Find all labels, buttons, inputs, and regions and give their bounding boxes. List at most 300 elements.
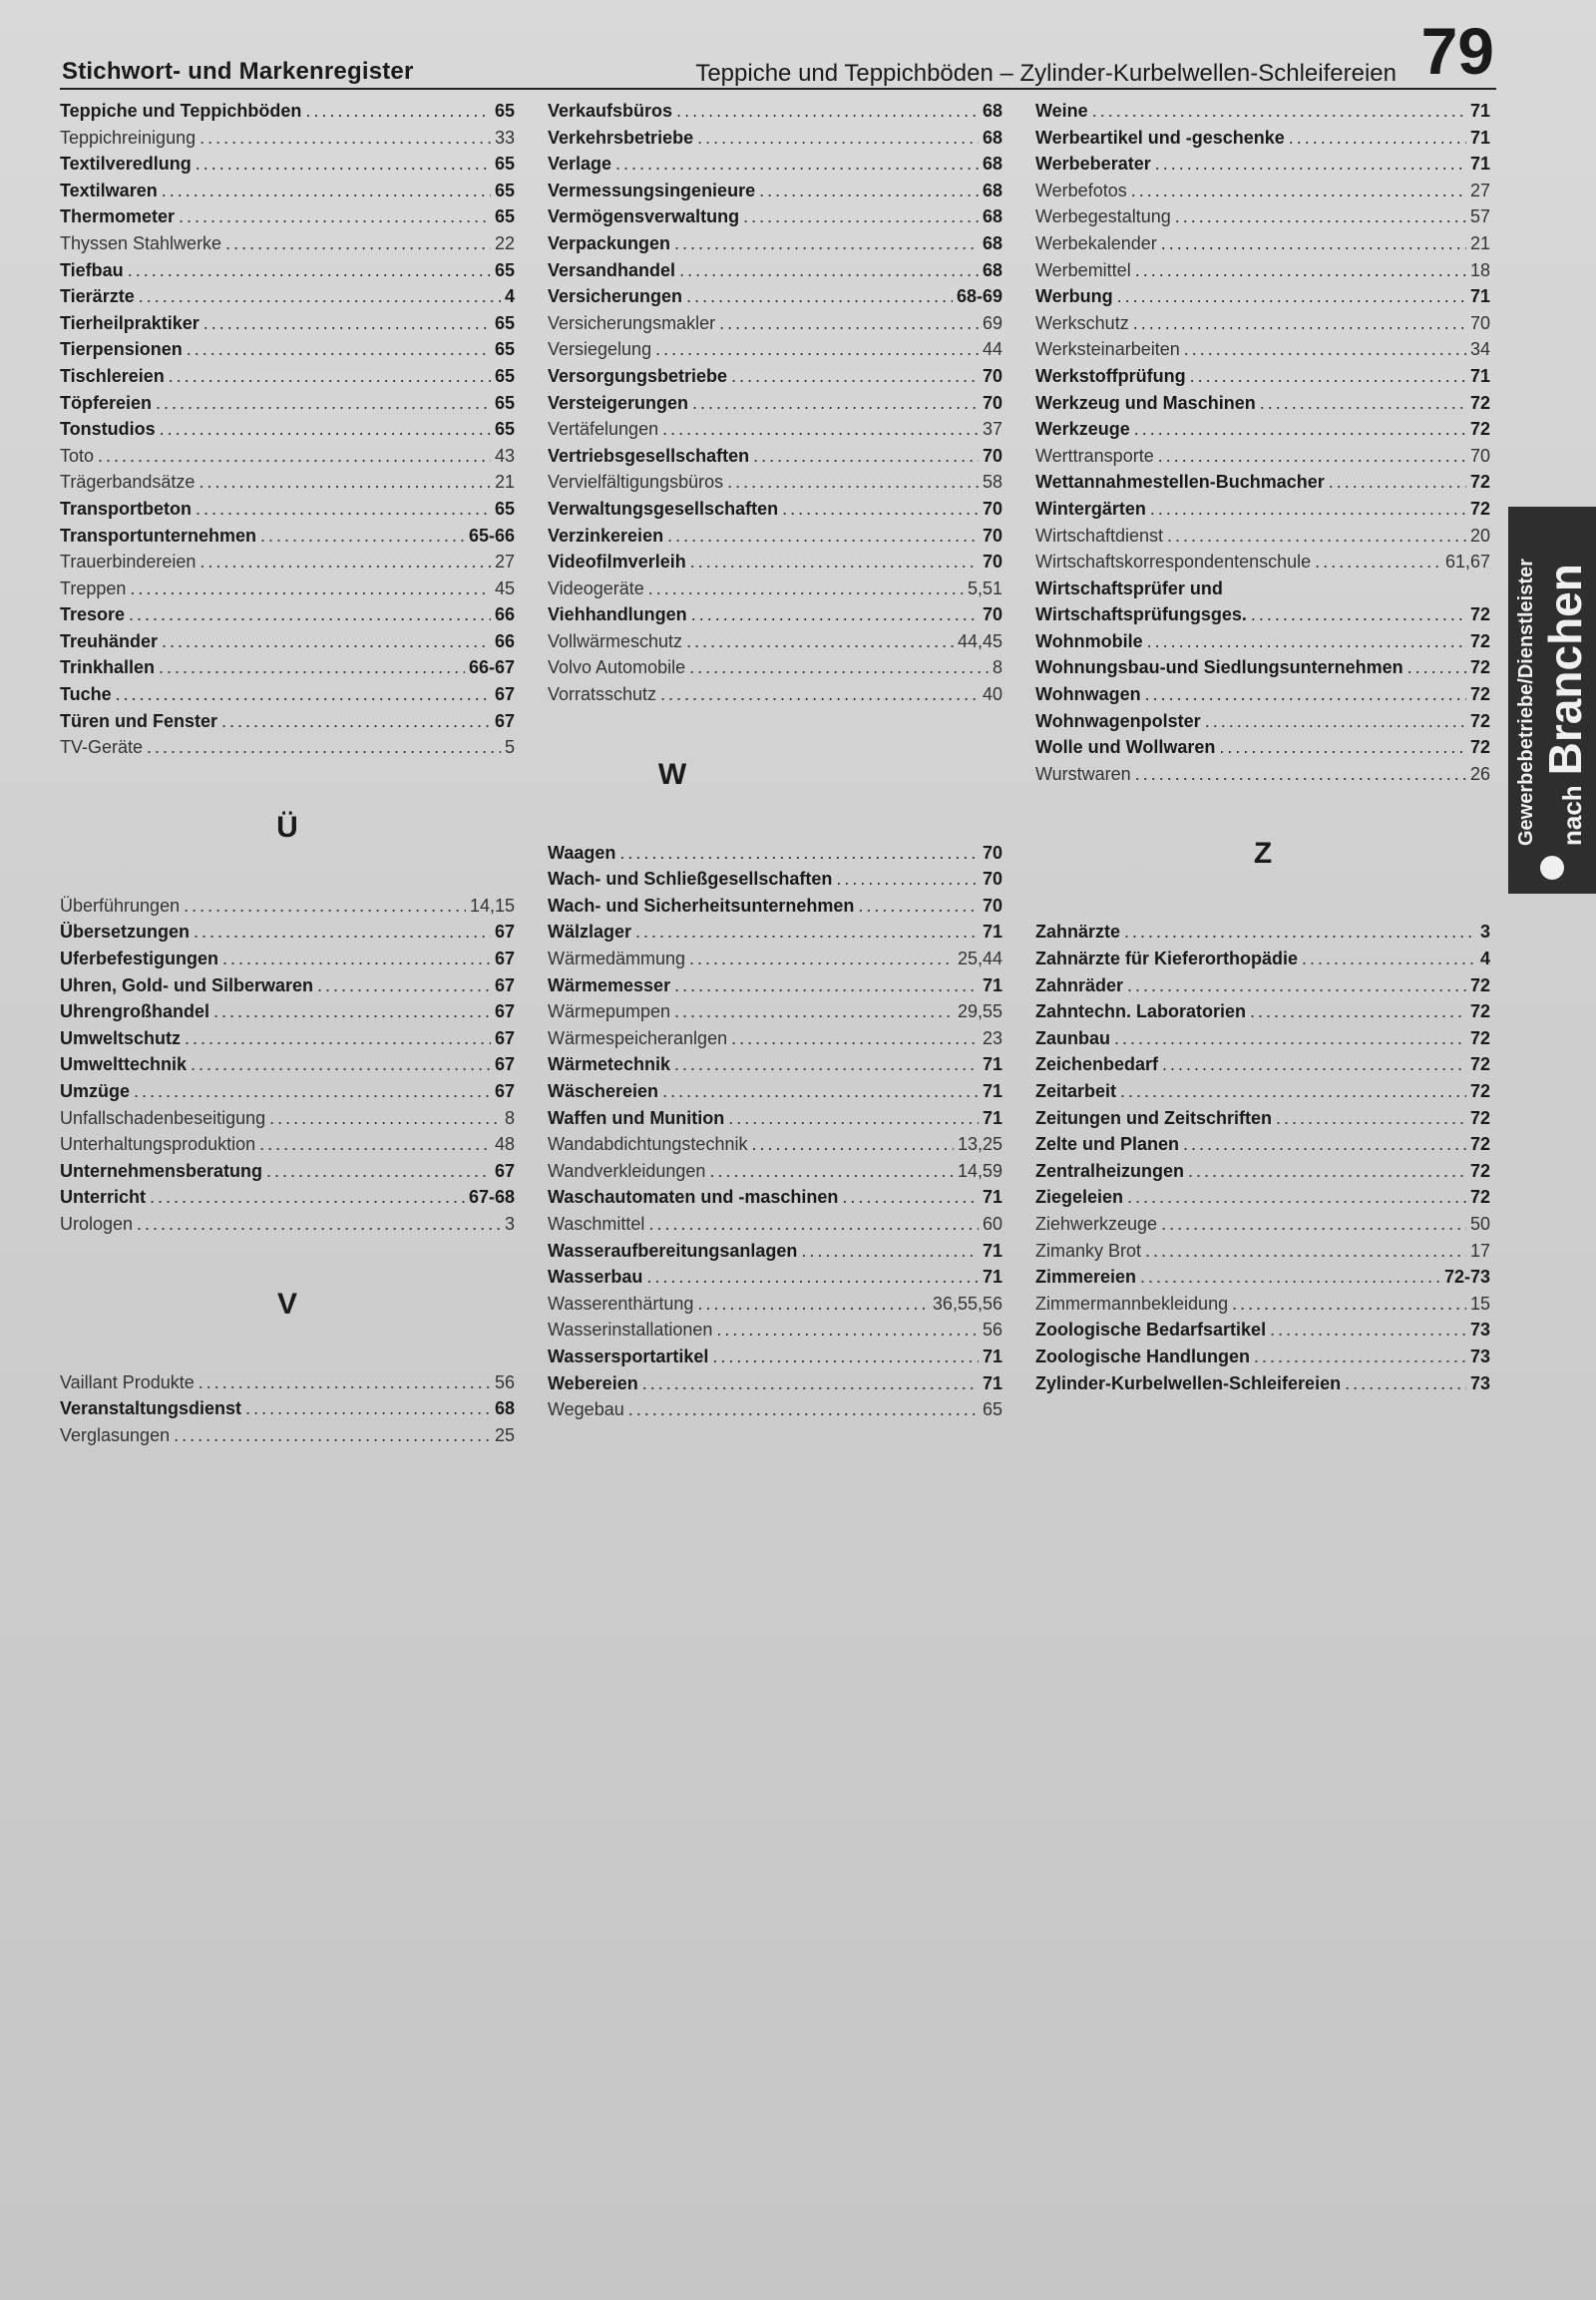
index-entry: [60, 363, 515, 390]
dot-leader: [222, 946, 491, 972]
dot-leader: [1289, 125, 1466, 152]
index-entry: [1035, 1343, 1490, 1370]
entry-page: 73: [1469, 1320, 1490, 1341]
entry-name: Töpfereien: [60, 392, 153, 413]
dot-leader: [628, 1396, 979, 1423]
entry-page: 70: [982, 365, 1002, 386]
dot-leader: [731, 1025, 979, 1052]
dot-leader: [130, 575, 491, 602]
dot-leader: [759, 178, 979, 204]
entry-page: 56: [982, 1320, 1002, 1341]
index-entry: [548, 230, 1002, 257]
dot-leader: [1329, 469, 1466, 496]
dot-leader: [1158, 443, 1466, 470]
index-entry: [60, 919, 515, 946]
entry-name: Wurstwaren: [1035, 763, 1131, 784]
entry-page: 68: [982, 232, 1002, 253]
entry-page: 72: [1469, 974, 1490, 995]
index-entry: [60, 998, 515, 1025]
index-entry: [60, 416, 515, 443]
index-entry: [60, 151, 515, 178]
index-entry: [548, 1158, 1002, 1185]
entry-name: Tierärzte: [60, 286, 135, 307]
index-entry: [1035, 549, 1490, 575]
entry-name: Werbeartikel und -geschenke: [1035, 127, 1285, 148]
dot-leader: [1167, 523, 1466, 550]
index-entry: [548, 1396, 1002, 1423]
entry-page: 60: [982, 1213, 1002, 1234]
register-title: Stichwort- und Markenregister: [62, 58, 414, 85]
index-entry: [548, 496, 1002, 523]
entry-page: 25: [494, 1424, 515, 1445]
index-entry: [1035, 151, 1490, 178]
entry-page: 72: [1469, 710, 1490, 731]
entry-page: 71: [982, 1187, 1002, 1208]
entry-page: 71: [982, 1240, 1002, 1261]
entry-page: 72: [1469, 1107, 1490, 1128]
dot-leader: [1251, 601, 1466, 628]
entry-name: Treppen: [60, 577, 127, 598]
entry-page: 18: [1469, 259, 1490, 280]
index-entry: [1035, 972, 1490, 999]
dot-leader: [1133, 310, 1466, 337]
dot-leader: [662, 1078, 979, 1105]
dot-leader: [1117, 283, 1466, 310]
dot-leader: [160, 416, 491, 443]
index-entry: [60, 203, 515, 230]
entry-page: 71: [1469, 127, 1490, 148]
entry-name: Zahnräder: [1035, 974, 1124, 995]
index-entry: [548, 1238, 1002, 1265]
dot-leader: [1254, 1343, 1466, 1370]
entry-page: 3: [504, 1213, 515, 1234]
entry-name: Wirtschaftskorrespondentenschule: [1035, 552, 1312, 573]
entry-page: 67: [494, 684, 515, 705]
entry-page: 29,55: [957, 1001, 1002, 1022]
dot-leader: [98, 443, 491, 470]
entry-page: 14,59: [957, 1160, 1002, 1181]
index-entry: [548, 972, 1002, 999]
entry-page: 65: [494, 180, 515, 200]
index-column-1: [60, 98, 515, 1448]
index-entry: [1035, 1158, 1490, 1185]
index-entry: [548, 549, 1002, 575]
entry-page: 72: [1469, 1187, 1490, 1208]
entry-page: 3: [1479, 922, 1490, 943]
entry-page: 70: [982, 392, 1002, 413]
entry-name: Wärmetechnik: [548, 1054, 671, 1075]
entry-page: 36,55,56: [932, 1293, 1002, 1314]
index-entry: [1035, 496, 1490, 523]
index-entry: [60, 1211, 515, 1238]
entry-name: Wandabdichtungstechnik: [548, 1134, 748, 1155]
entry-page: 67: [494, 710, 515, 731]
entry-page: 68: [982, 180, 1002, 200]
entry-page: 56: [494, 1371, 515, 1392]
index-entry: [1035, 230, 1490, 257]
dot-leader: [1145, 1238, 1466, 1265]
dot-leader: [842, 1184, 979, 1211]
entry-page: 34: [1469, 339, 1490, 360]
dot-leader: [674, 230, 979, 257]
entry-page: 71: [982, 974, 1002, 995]
dot-leader: [150, 1184, 465, 1211]
entry-page: 65: [494, 419, 515, 440]
index-entry: [548, 866, 1002, 893]
entry-name: Wach- und Sicherheitsunternehmen: [548, 895, 855, 916]
index-entry: [548, 654, 1002, 681]
dot-leader: [1190, 363, 1466, 390]
dot-leader: [199, 1369, 491, 1396]
dot-leader: [225, 230, 491, 257]
index-entry: [60, 893, 515, 920]
index-entry: [548, 893, 1002, 920]
entry-name: Wirtschaftsprüfer und: [1035, 577, 1223, 598]
entry-name: Werksteinarbeiten: [1035, 339, 1180, 360]
entry-page: 44,45: [957, 630, 1002, 651]
index-entry: [60, 681, 515, 708]
entry-page: 72: [1469, 498, 1490, 519]
entry-name: Teppichreinigung: [60, 127, 197, 148]
entry-name: Tuche: [60, 684, 112, 705]
entry-name: Urologen: [60, 1213, 134, 1234]
entry-name: Werbung: [1035, 286, 1113, 307]
dot-leader: [1150, 496, 1466, 523]
entry-name: Teppiche und Teppichböden: [60, 101, 302, 121]
dot-leader: [716, 1317, 979, 1343]
dot-leader: [1145, 681, 1466, 708]
index-entry: [548, 1078, 1002, 1105]
entry-page: 68: [982, 127, 1002, 148]
entry-name: Verzinkereien: [548, 525, 664, 546]
entry-name: Verkaufsbüros: [548, 101, 673, 121]
index-entry: [60, 972, 515, 999]
entry-page: 26: [1469, 763, 1490, 784]
index-entry: [548, 390, 1002, 417]
entry-page: 66: [494, 604, 515, 625]
entry-name: Wälzlager: [548, 922, 632, 943]
index-entry: [60, 708, 515, 735]
index-entry: [1035, 681, 1490, 708]
index-entry: [548, 1131, 1002, 1158]
entry-name: Vaillant Produkte: [60, 1371, 195, 1392]
index-entry: [1035, 125, 1490, 152]
entry-name: Waffen und Munition: [548, 1107, 725, 1128]
dot-leader: [686, 628, 954, 655]
entry-page: 72: [1469, 630, 1490, 651]
entry-name: Wasseraufbereitungsanlagen: [548, 1240, 798, 1261]
index-entry: [1035, 443, 1490, 470]
entry-name: Vermessungsingenieure: [548, 180, 756, 200]
section-tab[interactable]: [1508, 507, 1596, 894]
entry-page: 68: [982, 259, 1002, 280]
dot-leader: [259, 1131, 491, 1158]
dot-leader: [1250, 998, 1466, 1025]
index-entry: [60, 257, 515, 284]
dot-leader: [635, 919, 979, 946]
dot-leader: [782, 496, 979, 523]
dot-leader: [1120, 1078, 1466, 1105]
entry-name: Versicherungsmakler: [548, 312, 716, 333]
entry-page: 72: [1469, 737, 1490, 758]
entry-name: Waschautomaten und -maschinen: [548, 1187, 839, 1208]
entry-name: Wettannahmestellen-Buchmacher: [1035, 472, 1325, 493]
entry-page: 70: [982, 895, 1002, 916]
entry-page: 71: [982, 1267, 1002, 1288]
entry-page: 71: [982, 1054, 1002, 1075]
index-entry: [60, 575, 515, 602]
dot-leader: [169, 363, 491, 390]
dot-leader: [667, 523, 979, 550]
entry-name: Umzüge: [60, 1081, 131, 1101]
index-entry: [60, 523, 515, 550]
entry-name: Wärmepumpen: [548, 1001, 671, 1022]
dot-leader: [1135, 761, 1466, 788]
entry-name: Videogeräte: [548, 577, 644, 598]
entry-page: 50: [1469, 1213, 1490, 1234]
dot-leader: [642, 1370, 979, 1397]
dot-leader: [191, 1051, 491, 1078]
entry-page: 72: [1469, 1134, 1490, 1155]
index-entry: [1035, 1025, 1490, 1052]
index-entry: [1035, 257, 1490, 284]
dot-leader: [712, 1343, 979, 1370]
entry-page: 70: [1469, 445, 1490, 466]
entry-page: 66: [494, 630, 515, 651]
index-entry: [60, 1158, 515, 1185]
section-letter-heading: [60, 761, 515, 893]
dot-leader: [1232, 1291, 1466, 1318]
entry-name: Thermometer: [60, 206, 176, 227]
entry-name: Unternehmensberatung: [60, 1160, 263, 1181]
index-entry: [548, 336, 1002, 363]
index-entry: [1035, 178, 1490, 204]
index-entry: [60, 125, 515, 152]
index-entry: [60, 469, 515, 496]
entry-name: Uhrengroßhandel: [60, 1001, 210, 1022]
dot-leader: [648, 575, 964, 602]
index-column-2: [548, 98, 1002, 1423]
entry-name: Werkzeug und Maschinen: [1035, 392, 1256, 413]
index-entry: [548, 363, 1002, 390]
entry-page: 67-68: [468, 1187, 515, 1208]
entry-page: 70: [982, 842, 1002, 863]
index-entry: [1035, 575, 1490, 602]
index-entry: [1035, 523, 1490, 550]
entry-name: Thyssen Stahlwerke: [60, 232, 222, 253]
entry-page: 4: [504, 286, 515, 307]
entry-name: Ziehwerkzeuge: [1035, 1213, 1158, 1234]
entry-page: 70: [1469, 312, 1490, 333]
entry-page: 72: [1469, 1001, 1490, 1022]
entry-page: 72: [1469, 1081, 1490, 1101]
entry-page: 67: [494, 1027, 515, 1048]
entry-name: Textilveredlung: [60, 154, 192, 175]
index-entry: [548, 1211, 1002, 1238]
entry-page: 67: [494, 1160, 515, 1181]
index-entry: [548, 125, 1002, 152]
entry-name: Waschmittel: [548, 1213, 645, 1234]
index-entry: [1035, 919, 1490, 946]
entry-name: Versiegelung: [548, 339, 652, 360]
entry-page: 66-67: [468, 657, 515, 678]
entry-name: Verlage: [548, 154, 612, 175]
entry-name: Veranstaltungsdienst: [60, 1398, 242, 1419]
dot-leader: [1124, 919, 1476, 946]
entry-name: Vervielfältigungsbüros: [548, 472, 724, 493]
dot-leader: [692, 390, 979, 417]
entry-name: Wassersportartikel: [548, 1345, 709, 1366]
index-entry: [60, 549, 515, 575]
entry-page: 25,44: [957, 949, 1002, 969]
entry-name: Wirtschaftdienst: [1035, 525, 1164, 546]
entry-page: 58: [982, 472, 1002, 493]
index-entry: [60, 178, 515, 204]
dot-leader: [719, 310, 979, 337]
tab-dot-icon: [1540, 856, 1564, 880]
dot-leader: [1092, 98, 1466, 125]
entry-name: Versteigerungen: [548, 392, 689, 413]
dot-leader: [156, 390, 491, 417]
entry-name: Zimanky Brot: [1035, 1240, 1142, 1261]
entry-page: 67: [494, 922, 515, 943]
entry-name: Wolle und Wollwaren: [1035, 737, 1216, 758]
index-entry: [60, 1395, 515, 1422]
entry-page: 65: [494, 259, 515, 280]
index-entry: [548, 1051, 1002, 1078]
entry-name: Umweltschutz: [60, 1027, 182, 1048]
index-entry: [548, 151, 1002, 178]
entry-page: 71: [1469, 101, 1490, 121]
index-entry: [548, 946, 1002, 972]
entry-page: 8: [992, 657, 1002, 678]
entry-page: 65: [494, 101, 515, 121]
entry-name: Trauerbindereien: [60, 552, 197, 573]
entry-page: 68: [982, 206, 1002, 227]
index-entry: [60, 1105, 515, 1132]
entry-page: 65-66: [468, 525, 515, 546]
index-entry: [1035, 310, 1490, 337]
section-letter: W: [657, 757, 687, 791]
index-entry: [1035, 98, 1490, 125]
entry-name: Textilwaren: [60, 180, 158, 200]
index-entry: [548, 1105, 1002, 1132]
index-entry: [548, 178, 1002, 204]
dot-leader: [1302, 946, 1476, 972]
dot-leader: [1184, 336, 1466, 363]
entry-page: 33: [494, 127, 515, 148]
dot-leader: [686, 283, 953, 310]
entry-page: 67: [494, 1054, 515, 1075]
entry-name: Ziegeleien: [1035, 1187, 1124, 1208]
dot-leader: [689, 654, 989, 681]
dot-leader: [129, 601, 491, 628]
entry-page: 4: [1479, 949, 1490, 969]
entry-name: Zoologische Handlungen: [1035, 1345, 1250, 1366]
entry-page: 65: [494, 365, 515, 386]
section-letter: Z: [1253, 837, 1273, 871]
dot-leader: [162, 178, 491, 204]
entry-name: Zimmermannbekleidung: [1035, 1293, 1229, 1314]
dot-leader: [1155, 151, 1466, 178]
index-entry: [60, 336, 515, 363]
dot-leader: [743, 203, 979, 230]
entry-name: Wärmemesser: [548, 974, 671, 995]
index-entry: [60, 654, 515, 681]
dot-leader: [1188, 1158, 1466, 1185]
dot-leader: [1131, 178, 1466, 204]
entry-name: Trägerbandsätze: [60, 472, 196, 493]
entry-name: Tischlereien: [60, 365, 165, 386]
entry-page: 45: [494, 577, 515, 598]
dot-leader: [728, 1105, 979, 1132]
dot-leader: [1161, 230, 1466, 257]
entry-name: Viehhandlungen: [548, 604, 687, 625]
dot-leader: [1162, 1051, 1466, 1078]
entry-name: Vorratsschutz: [548, 684, 657, 705]
dot-leader: [305, 98, 491, 125]
entry-name: Wohnwagen: [1035, 684, 1141, 705]
entry-page: 23: [982, 1027, 1002, 1048]
index-entry: [1035, 1105, 1490, 1132]
dot-leader: [1260, 390, 1466, 417]
entry-page: 71: [982, 1081, 1002, 1101]
dot-leader: [137, 1211, 501, 1238]
index-entry: [60, 628, 515, 655]
dot-leader: [116, 681, 491, 708]
entry-name: Versandhandel: [548, 259, 676, 280]
entry-page: 27: [494, 552, 515, 573]
entry-name: Transportbeton: [60, 498, 193, 519]
entry-page: 65: [494, 339, 515, 360]
entry-name: Wäschereien: [548, 1081, 659, 1101]
dot-leader: [662, 416, 979, 443]
entry-name: Versorgungsbetriebe: [548, 365, 728, 386]
entry-name: Zelte und Planen: [1035, 1134, 1180, 1155]
entry-name: Unterhaltungsproduktion: [60, 1134, 256, 1155]
entry-name: Wach- und Schließgesellschaften: [548, 869, 833, 890]
dot-leader: [134, 1078, 491, 1105]
index-entry: [548, 681, 1002, 708]
index-entry: [1035, 1291, 1490, 1318]
index-entry: [548, 1370, 1002, 1397]
index-entry: [1035, 1078, 1490, 1105]
entry-page: 57: [1469, 206, 1490, 227]
entry-name: Vertäfelungen: [548, 419, 659, 440]
dot-leader: [751, 1131, 953, 1158]
index-entry: [60, 1051, 515, 1078]
dot-leader: [697, 125, 979, 152]
entry-name: Zoologische Bedarfsartikel: [1035, 1320, 1267, 1341]
index-entry: [60, 946, 515, 972]
dot-leader: [731, 363, 979, 390]
dot-leader: [200, 549, 491, 575]
dot-leader: [260, 523, 465, 550]
index-entry: [60, 601, 515, 628]
index-entry: [60, 310, 515, 337]
entry-name: Wirtschaftsprüfungsges.: [1035, 604, 1247, 625]
dot-leader: [1134, 416, 1466, 443]
entry-page: 70: [982, 498, 1002, 519]
section-letter: V: [276, 1287, 297, 1321]
entry-name: Zahnärzte: [1035, 922, 1121, 943]
dot-leader: [676, 98, 979, 125]
entry-name: Wasserenthärtung: [548, 1293, 694, 1314]
dot-leader: [655, 336, 979, 363]
tab-label-branchen: Branchen: [1539, 564, 1591, 776]
dot-leader: [179, 203, 491, 230]
index-entry: [548, 998, 1002, 1025]
